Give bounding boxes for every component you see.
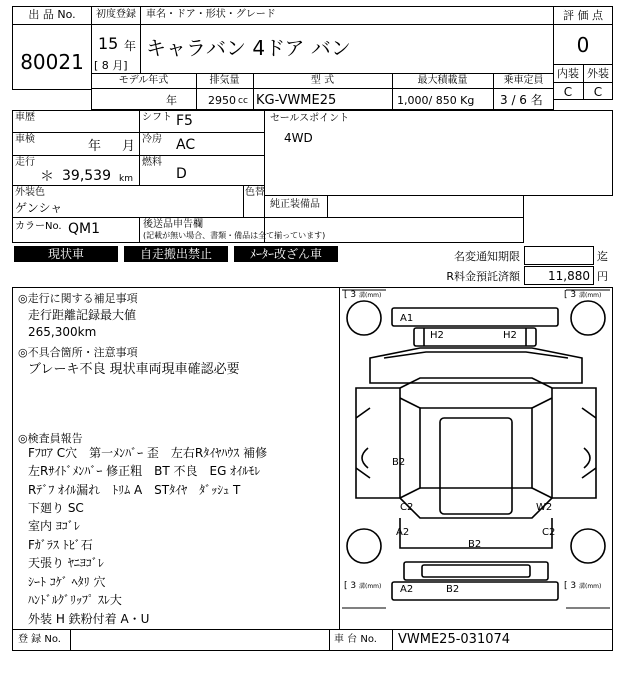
name-change-suffix: 迄 xyxy=(597,250,608,263)
inspector-title: ◎検査員報告 xyxy=(18,432,83,445)
ext-color-value: ゲンシャ xyxy=(15,201,63,215)
chassis-no-value: VWME25-031074 xyxy=(398,632,511,647)
mileage-value: 39,539 xyxy=(62,168,111,184)
displacement-unit: cc xyxy=(238,96,248,106)
inspector-line: 下廻り SC xyxy=(28,501,84,515)
model-year-label: モデル年式 xyxy=(118,75,169,86)
name-change-deadline-box xyxy=(524,246,594,265)
rear-bumper-outline xyxy=(392,582,558,600)
self-removal-badge: 自走搬出禁止 xyxy=(124,246,228,262)
max-load-label: 最大積載量 xyxy=(417,75,468,86)
type-value: KG-VWME25 xyxy=(256,93,337,108)
inspector-line: 室内 ﾖｺﾞﾚ xyxy=(28,519,80,533)
interior-label: 内装 xyxy=(557,67,579,80)
inspector-line: Rﾃﾞﾌ ｵｲﾙ漏れ ﾄﾘﾑ A STﾀｲﾔ ﾀﾞｯｼｭ T xyxy=(28,483,241,497)
inspection-year: 年 xyxy=(88,139,102,154)
recycle-fee-value: 11,880 xyxy=(548,269,590,283)
lot-no: 80021 xyxy=(20,50,84,74)
sales-point-label: セールスポイント xyxy=(270,113,350,124)
front-bumper-outline xyxy=(392,308,558,326)
inspector-line: ｼｰﾄ ｺｹﾞ ﾍﾀﾘ 穴 xyxy=(28,575,106,589)
recycle-fee-unit: 円 xyxy=(597,270,608,283)
year-unit: 年 xyxy=(124,39,137,53)
damage-mark: A2 xyxy=(396,527,410,538)
defect-line-1: ブレーキ不良 現状車両現車確認必要 xyxy=(28,362,240,377)
mileage-label: 走行 xyxy=(15,157,35,168)
tire-top-left xyxy=(347,301,381,335)
post-registration-note: (記載が無い場合、書類・備品は全て揃っています) xyxy=(143,231,326,240)
ac-value: AC xyxy=(176,137,196,153)
meter-tampered-badge: ﾒｰﾀｰ改ざん車 xyxy=(234,246,338,262)
left-side-outline xyxy=(356,388,400,498)
ac-label: 冷房 xyxy=(142,134,162,145)
tire-depth-bl: [ 3 溝(mm) xyxy=(344,581,382,591)
interior-grade: C xyxy=(563,85,573,99)
ext-color-label: 外装色 xyxy=(15,187,45,198)
damage-mark: B2 xyxy=(392,457,406,468)
fuel-value: D xyxy=(176,166,187,182)
color-change-label: 色替 xyxy=(245,187,265,198)
vehicle-outline-svg xyxy=(340,288,612,629)
tire-depth-tl: [ 3 溝(mm) xyxy=(344,290,382,300)
capacity-label: 乗車定員 xyxy=(503,75,544,86)
driving-note-line-1: 走行距離記録最大値 xyxy=(28,308,137,322)
driving-note-title: ◎走行に関する補足事項 xyxy=(18,292,138,305)
color-no-value: QM1 xyxy=(68,221,101,237)
damage-mark: A1 xyxy=(400,313,414,324)
rating-label: 評 価 点 xyxy=(563,9,603,22)
damage-mark: B2 xyxy=(468,539,482,550)
sales-point-value: 4WD xyxy=(284,131,313,145)
chassis-no-label: 車 台 No. xyxy=(334,634,377,645)
roof-outline xyxy=(440,418,512,514)
inspector-line: 左Rｻｲﾄﾞﾒﾝﾊﾞｰ 修正粗 BT 不良 EG ｵｲﾙﾓﾚ xyxy=(28,464,261,478)
tire-depth-br: [ 3 溝(mm) xyxy=(564,581,602,591)
right-side-outline xyxy=(552,388,596,498)
mileage-unit: km xyxy=(119,174,133,184)
car-name: キャラバン 4ドア バン xyxy=(146,36,351,60)
damage-mark: H2 xyxy=(430,330,444,341)
shift-label: シフト xyxy=(142,112,172,123)
damage-mark: A2 xyxy=(400,584,414,595)
defect-title: ◎不具合箇所・注意事項 xyxy=(18,346,138,359)
first-reg-label: 初度登録 xyxy=(96,9,136,20)
exterior-label: 外装 xyxy=(587,67,609,80)
genuine-equipment-label: 純正装備品 xyxy=(270,199,320,210)
year-value: 15 xyxy=(98,34,119,53)
inspection-label: 車検 xyxy=(15,134,35,145)
damage-mark: W2 xyxy=(536,502,553,513)
max-load-value: 1,000/ 850 Kg xyxy=(397,94,475,107)
type-label: 型 式 xyxy=(310,75,335,86)
driving-note-line-2: 265,300km xyxy=(28,325,97,339)
lot-no-label: 出 品 No. xyxy=(28,8,76,21)
color-no-label: カラーNo. xyxy=(15,221,62,232)
history-label: 車歴 xyxy=(15,112,35,123)
recycle-fee-label: R料金預託済額 xyxy=(446,270,520,283)
rating-value: 0 xyxy=(576,33,590,57)
displacement-value: 2950 xyxy=(208,94,236,107)
inspector-line: ﾊﾝﾄﾞﾙｸﾞﾘｯﾌﾟ ｽﾚ大 xyxy=(28,593,122,607)
current-state-badge: 現状車 xyxy=(14,246,118,262)
month-value: [ 8 月] xyxy=(94,59,128,72)
damage-mark: B2 xyxy=(446,584,460,595)
shift-value: F5 xyxy=(176,113,193,129)
vehicle-diagram xyxy=(339,287,613,630)
tire-top-right xyxy=(571,301,605,335)
tire-depth-tr: [ 3 溝(mm) xyxy=(564,290,602,300)
name-change-deadline-label: 名変通知期限 xyxy=(454,250,520,263)
damage-mark: C2 xyxy=(400,502,414,513)
inspector-line: 天張り ﾔﾆﾖｺﾞﾚ xyxy=(28,556,104,570)
model-year-unit: 年 xyxy=(166,94,177,107)
inspector-line: 外装 H 鉄粉付着 A・U xyxy=(28,612,150,626)
inspector-line: Fﾌﾛｱ C穴 第一ﾒﾝﾊﾞｰ 歪 左右Rﾀｲﾔﾊｳｽ 補修 xyxy=(28,446,268,460)
mileage-mark: ＊ xyxy=(40,169,54,185)
capacity-value: 3 / 6 名 xyxy=(500,93,543,107)
exterior-grade: C xyxy=(593,85,603,99)
inspector-line: Fｶﾞﾗｽ ﾄﾋﾞ石 xyxy=(28,538,93,552)
damage-mark: C2 xyxy=(542,527,556,538)
reg-no-label: 登 録 No. xyxy=(18,634,61,645)
damage-mark: H2 xyxy=(503,330,517,341)
tire-bottom-left xyxy=(347,529,381,563)
tire-bottom-right xyxy=(571,529,605,563)
displacement-label: 排気量 xyxy=(209,75,240,86)
car-name-label: 車名・ドア・形状・グレード xyxy=(146,9,276,20)
post-registration-label: 後送品申告欄 xyxy=(143,219,203,230)
fuel-label: 燃料 xyxy=(142,157,162,168)
inspection-month: 月 xyxy=(122,139,136,154)
